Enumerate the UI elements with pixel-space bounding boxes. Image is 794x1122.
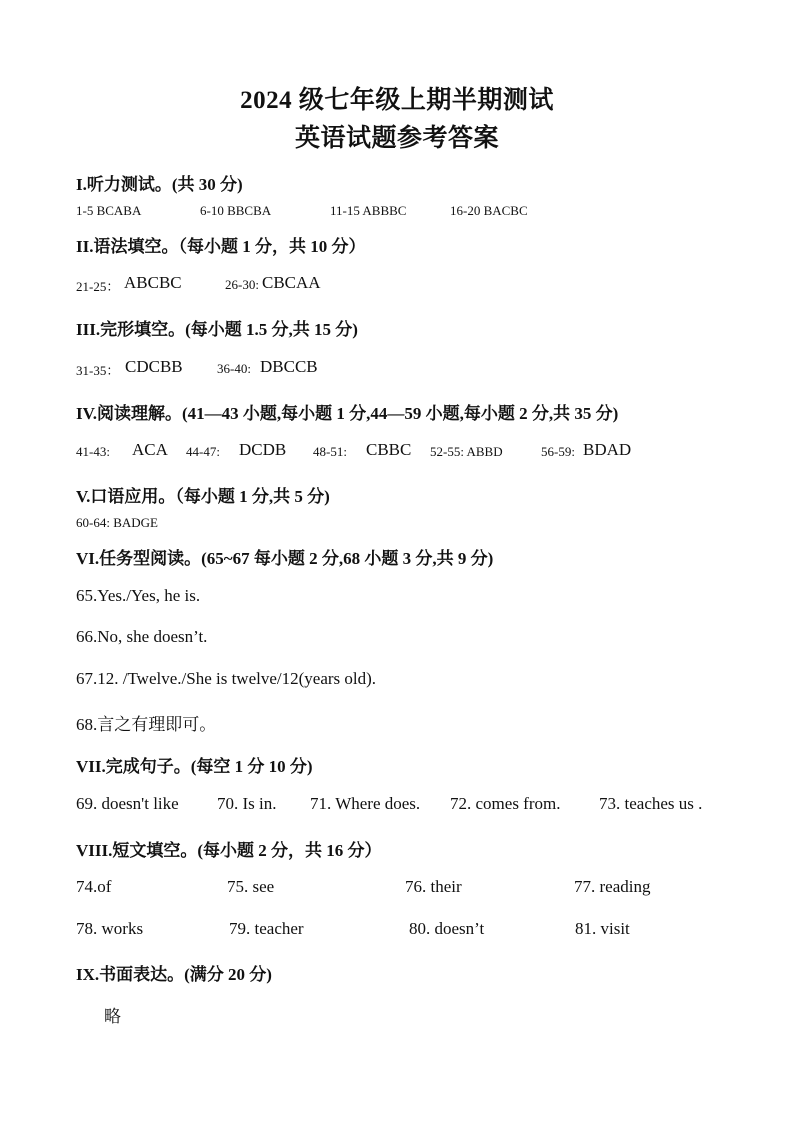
cloze-answers [76,357,776,379]
answer-value: DBCCB [260,357,318,376]
answer-label: 26-30: [225,277,259,292]
answer-item: 80. doesn’t [409,919,485,938]
section-heading-reading: IV.阅读理解。(41—43 小题,每小题 1 分,44—59 小题,每小题 2 分,共 35 分) [76,404,619,423]
answer-value: ABCBC [124,273,182,292]
answer-item: 72. comes from. [450,794,561,813]
section-heading-complete-sentences: VII.完成句子。(每空 1 分 10 分) [76,757,313,776]
answer-label: 21-25： [76,279,120,294]
answer-item: 78. works [76,919,144,938]
answer-item: 77. reading [574,877,651,896]
answer-value: BDAD [583,440,632,459]
answer-group: 6-10 BBCBA [200,203,272,218]
answer-item: 73. teaches us . [599,794,703,813]
answer-item: 75. see [227,877,275,896]
answer-group: 11-15 ABBBC [330,203,407,218]
oral-answers: 60-64: BADGE [76,515,158,530]
grammar-answers [76,273,776,295]
answer-line: 68.言之有理即可。 [76,715,217,734]
answer-label: 52-55: ABBD [430,444,503,459]
answer-item: 76. their [405,877,462,896]
complete-sentences-answers [76,794,776,816]
answer-item: 74.of [76,877,112,896]
answer-value: DCDB [239,440,287,459]
section-heading-passage-fill: VIII.短文填空。(每小题 2 分，共 16 分） [76,841,382,860]
answer-line: 66.No, she doesn’t. [76,627,208,646]
answer-label: 56-59: [541,444,575,459]
answer-group: 1-5 BCABA [76,203,142,218]
answer-label: 36-40: [217,361,251,376]
answer-item: 70. Is in. [217,794,277,813]
answer-label: 44-47: [186,444,220,459]
writing-answer: 略 [104,1007,121,1026]
page-subtitle: 英语试题参考答案 [294,125,499,152]
answer-item: 79. teacher [229,919,304,938]
section-heading-listening: I.听力测试。(共 30 分) [76,175,243,194]
section-heading-cloze: III.完形填空。(每小题 1.5 分,共 15 分) [76,320,358,339]
section-heading-writing: IX.书面表达。(满分 20 分) [76,965,272,984]
page-title: 2024 级七年级上期半期测试 [240,87,554,114]
answer-item: 81. visit [575,919,630,938]
section-heading-task-reading: VI.任务型阅读。(65~67 每小题 2 分,68 小题 3 分,共 9 分) [76,549,494,568]
answer-value: ACA [132,440,168,459]
answer-value: CBCAA [262,273,321,292]
passage-fill-row-1 [76,877,776,899]
answer-value: CDCBB [125,357,183,376]
answer-item: 69. doesn't like [76,794,179,813]
reading-answers [76,440,776,462]
answer-value: CBBC [366,440,412,459]
answer-group: 16-20 BACBC [450,203,528,218]
listening-answers [76,203,776,225]
section-heading-grammar: II.语法填空。（每小题 1 分，共 10 分） [76,237,366,256]
section-heading-oral: V.口语应用。（每小题 1 分,共 5 分) [76,487,330,506]
answer-label: 41-43: [76,444,110,459]
passage-fill-row-2 [76,919,776,941]
answer-label: 31-35： [76,363,120,378]
answer-line: 67.12. /Twelve./She is twelve/12(years old). [76,669,377,688]
answer-line: 65.Yes./Yes, he is. [76,586,201,605]
answer-item: 71. Where does. [310,794,421,813]
answer-label: 48-51: [313,444,347,459]
